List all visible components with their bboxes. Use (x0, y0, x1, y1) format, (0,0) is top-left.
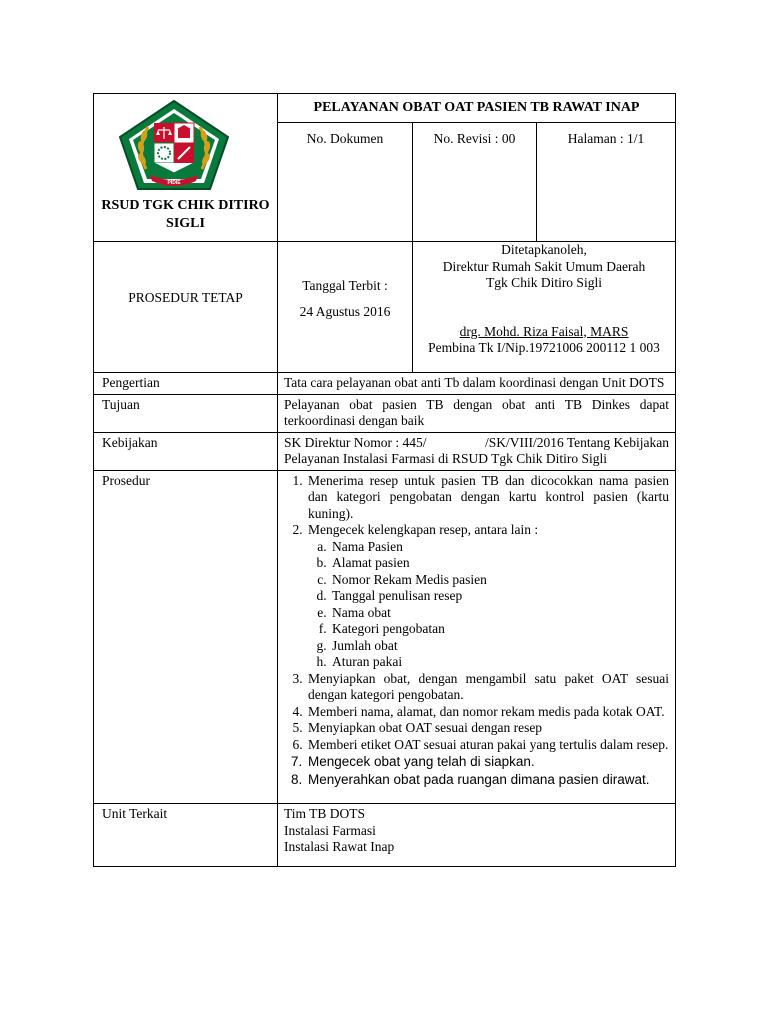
prosedur-substep: e. Nama obat (330, 605, 669, 622)
document-title: PELAYANAN OBAT OAT PASIEN TB RAWAT INAP (278, 94, 676, 123)
sop-document (93, 93, 675, 867)
tujuan-text: Pelayanan obat pasien TB dengan obat anti TB Dinkes dapat terkoordinasi dengan baik (278, 394, 676, 432)
hospital-name: RSUD TGK CHIK DITIRO SIGLI (101, 198, 270, 231)
unit-terkait-list (278, 804, 676, 867)
prosedur-substep: b. Alamat pasien (330, 555, 669, 572)
prosedur-step: 8. Menyerahkan obat pada ruangan dimana pasien dirawat. (306, 771, 669, 789)
tanggal-terbit-value: 24 Agustus 2016 (299, 303, 391, 319)
kebijakan-part1: SK Direktur Nomor : 445/ (284, 434, 427, 450)
no-dokumen: No. Dokumen (278, 123, 413, 242)
signer-nip: Pembina Tk I/Nip.19721006 200112 1 003 (428, 340, 660, 355)
unit-item: Instalasi Farmasi (284, 822, 376, 838)
prosedur-step (306, 522, 669, 671)
prosedur-step: 1. Menerima resep untuk pasien TB dan dicocokkan nama pasien dan kategori pengobatan dengan kartu kontrol pasien (kartu kuning). (306, 473, 669, 523)
prosedur-content (278, 470, 676, 804)
tujuan-label: Tujuan (94, 394, 278, 432)
prosedur-label: Prosedur (94, 470, 278, 804)
hospital-logo (118, 99, 230, 191)
unit-item: Tim TB DOTS (284, 806, 366, 821)
prosedur-step: 7. Mengecek obat yang telah di siapkan. (306, 753, 669, 771)
prosedur-tetap-label: PROSEDUR TETAP (128, 290, 243, 305)
logo-ribbon-text: PIDIE (167, 180, 181, 186)
prosedur-substep: a. Nama Pasien (330, 539, 669, 556)
prosedur-substep: d. Tanggal penulisan resep (330, 588, 669, 605)
hospital-logo-cell (94, 94, 278, 242)
pengertian-text: Tata cara pelayanan obat anti Tb dalam koordinasi dengan Unit DOTS (278, 373, 676, 395)
prosedur-substep: f. Kategori pengobatan (330, 621, 669, 638)
hospital-full-name: Tgk Chik Ditiro Sigli (486, 275, 602, 290)
prosedur-tetap-cell (94, 242, 278, 373)
prosedur-step: 3. Menyiapkan obat, dengan mengambil satu paket OAT sesuai dengan kategori pengobatan. (306, 671, 669, 704)
kebijakan-line2: Pelayanan Instalasi Farmasi di RSUD Tgk Chik Ditiro Sigli (284, 451, 607, 466)
hospital-logo-icon (118, 99, 230, 191)
kebijakan-label: Kebijakan (94, 432, 278, 470)
prosedur-step-text: Mengecek kelengkapan resep, antara lain : (308, 522, 539, 537)
signer-name: drg. Mohd. Riza Faisal, MARS (459, 323, 629, 339)
prosedur-step: 5. Menyiapkan obat OAT sesuai dengan resep (306, 720, 669, 737)
sop-table (93, 93, 676, 867)
ditetapkan-oleh: Ditetapkanoleh, (501, 242, 587, 257)
kebijakan-part2: /SK/VIII/2016 Tentang Kebijakan (485, 434, 670, 450)
kebijakan-text (278, 432, 676, 470)
prosedur-substep: g. Jumlah obat (330, 638, 669, 655)
approval-signature-cell (413, 242, 676, 373)
halaman: Halaman : 1/1 (537, 123, 676, 242)
unit-item: Instalasi Rawat Inap (284, 839, 395, 854)
no-revisi: No. Revisi : 00 (413, 123, 537, 242)
prosedur-step: 6. Memberi etiket OAT sesuai aturan pakai yang tertulis dalam resep. (306, 737, 669, 754)
prosedur-step: 4. Memberi nama, alamat, dan nomor rekam medis pada kotak OAT. (306, 704, 669, 721)
prosedur-substeps (308, 539, 669, 671)
tanggal-terbit-cell (278, 242, 413, 373)
prosedur-steps (284, 473, 669, 790)
tanggal-terbit-label: Tanggal Terbit : (302, 278, 388, 293)
prosedur-substep: h. Aturan pakai (330, 654, 669, 671)
unit-terkait-label: Unit Terkait (94, 804, 278, 867)
pengertian-label: Pengertian (94, 373, 278, 395)
director-title: Direktur Rumah Sakit Umum Daerah (442, 258, 646, 274)
prosedur-substep: c. Nomor Rekam Medis pasien (330, 572, 669, 589)
